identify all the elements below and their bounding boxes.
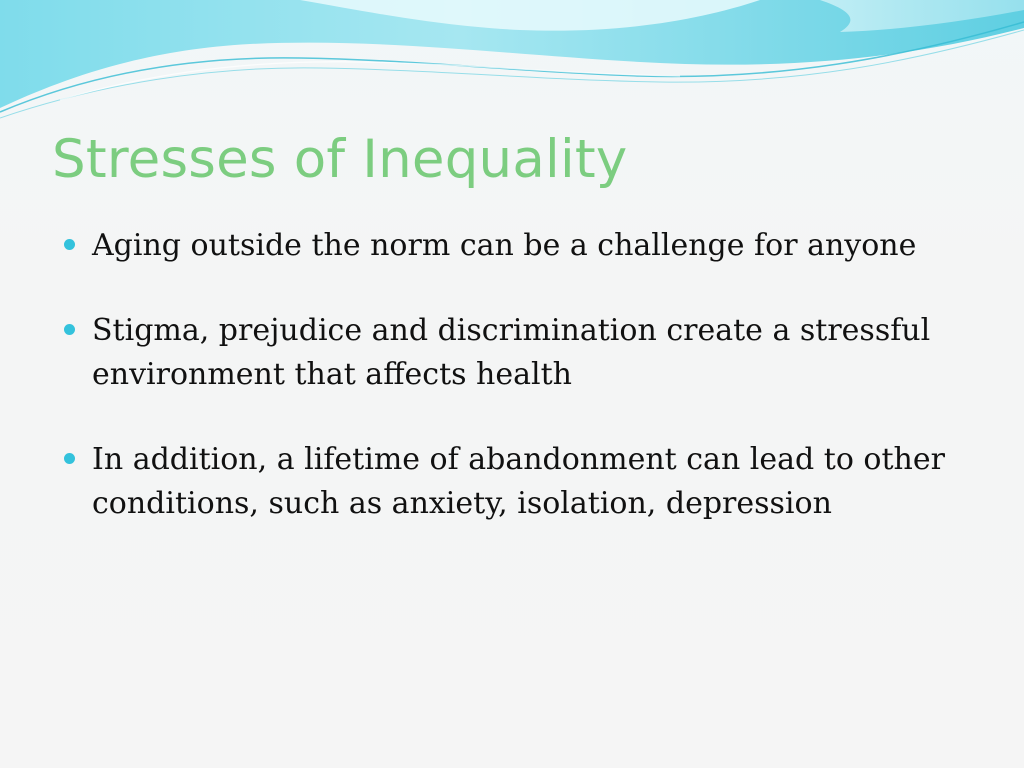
list-item (64, 438, 984, 526)
bullet-text: In addition, a lifetime of abandonment can lead to other conditions, such as anxiety, isolation, depression (92, 442, 945, 521)
bullet-text: Stigma, prejudice and discrimination create a stressful environment that affects health (92, 313, 931, 392)
bullet-list (64, 224, 984, 567)
bullet-dot-icon (64, 239, 75, 250)
bullet-text: Aging outside the norm can be a challenge for anyone (92, 228, 917, 263)
header-wave-decoration (0, 0, 1024, 130)
bullet-dot-icon (64, 453, 75, 464)
slide-title: Stresses of Inequality (52, 129, 628, 190)
bullet-dot-icon (64, 324, 75, 335)
list-item (64, 224, 984, 268)
list-item (64, 309, 984, 397)
